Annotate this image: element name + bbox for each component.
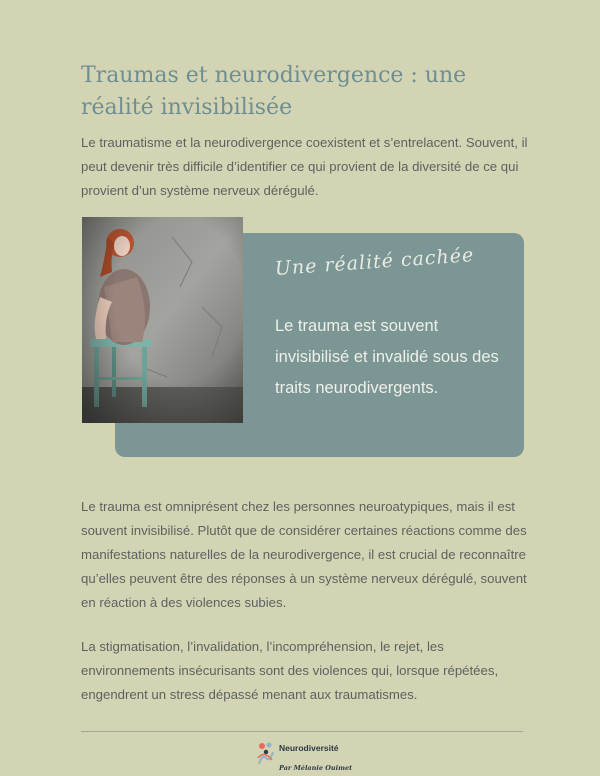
callout-text: Le trauma est souvent invisibilisé et invalidé sous des traits neurodivergents.: [275, 317, 499, 397]
intro-paragraph: Le traumatisme et la neurodivergence coexistent et s’entrelacent. Souvent, il peut devenir très difficile d’identifier ce qui provient de la diversité de ce qui provient d’un système nerveux dérégulé.: [81, 135, 528, 198]
callout-heading: Une réalité cachée: [274, 244, 475, 280]
page-title: Traumas et neurodivergence : une réalité invisibilisée: [81, 63, 467, 120]
brand-name: Neurodiversité: [279, 743, 339, 753]
brand-author: Par Mélanie Ouimet: [279, 764, 353, 772]
brain-logo-icon: [254, 740, 278, 768]
body-paragraph-2: La stigmatisation, l’invalidation, l’incompréhension, le rejet, les environnements insécurisants sont des violences qui, lorsque répétées, engendrent un stress dépassé menant aux traumatismes.: [81, 639, 499, 702]
footer-logo: [254, 740, 354, 772]
body-paragraph-1: Le trauma est omniprésent chez les personnes neuroatypiques, mais il est souvent invisibilisé. Plutôt que de considérer certaines réactions comme des manifestations naturelles de la neurodivergence, il est crucial de reconnaître qu’elles peuvent être des réponses à un système nerveux dérégulé, souvent en réaction à des violences subies.: [81, 499, 527, 610]
woman-on-stool-photo: [82, 217, 243, 423]
footer-divider: [81, 731, 523, 732]
